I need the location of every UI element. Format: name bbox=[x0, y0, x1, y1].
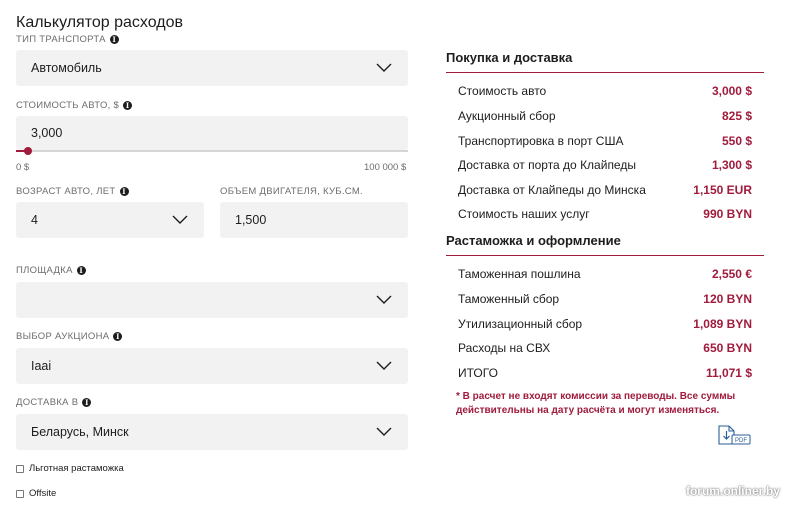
slider-min-label: 0 $ bbox=[16, 162, 30, 173]
car-cost-value: 3,000 bbox=[31, 126, 63, 140]
section-divider bbox=[446, 255, 764, 256]
row-value: 120 BYN bbox=[703, 292, 752, 306]
delivery-label-text: ДОСТАВКА В bbox=[16, 397, 79, 408]
car-age-select[interactable] bbox=[16, 202, 204, 238]
car-cost-label-text: СТОИМОСТЬ АВТО, $ bbox=[16, 100, 120, 111]
summary-row bbox=[458, 84, 752, 98]
page-title: Калькулятор расходов bbox=[16, 14, 184, 31]
info-icon[interactable]: I bbox=[110, 35, 119, 44]
platform-label bbox=[16, 265, 86, 276]
section-divider bbox=[446, 72, 764, 73]
summary-row bbox=[458, 317, 752, 331]
auction-label bbox=[16, 331, 122, 342]
slider-max-label: 100 000 $ bbox=[364, 162, 407, 173]
row-label: Таможенный сбор bbox=[458, 292, 560, 306]
disclaimer-note: * В расчет не входят комиссии за переводы. Все суммы действительны на дату расчёта и могут изменяться. bbox=[456, 391, 736, 416]
checkbox-box[interactable] bbox=[16, 490, 24, 498]
chevron-down-icon bbox=[376, 295, 392, 304]
watermark: forum.onliner.by bbox=[685, 484, 780, 498]
offsite-checkbox[interactable] bbox=[16, 488, 56, 499]
row-label: Расходы на СВХ bbox=[458, 341, 551, 355]
car-cost-label bbox=[16, 100, 132, 111]
auction-select[interactable] bbox=[16, 348, 408, 384]
purchase-section-title: Покупка и доставка bbox=[446, 50, 573, 65]
slider-handle[interactable] bbox=[24, 147, 32, 155]
total-row bbox=[458, 366, 752, 380]
engine-volume-label bbox=[220, 186, 363, 197]
preferential-customs-checkbox[interactable] bbox=[16, 463, 124, 474]
summary-row bbox=[458, 109, 752, 123]
summary-row bbox=[458, 292, 752, 306]
row-value: 1,089 BYN bbox=[693, 317, 752, 331]
row-label: Стоимость авто bbox=[458, 84, 547, 98]
transport-type-label-text: ТИП ТРАНСПОРТА bbox=[16, 34, 106, 45]
row-label: Транспортировка в порт США bbox=[458, 134, 624, 148]
auction-value: Iaai bbox=[31, 359, 52, 373]
row-label: Доставка от Клайпеды до Минска bbox=[458, 183, 646, 197]
row-label: ИТОГО bbox=[458, 366, 498, 380]
car-age-label bbox=[16, 186, 129, 197]
transport-type-select[interactable] bbox=[16, 50, 408, 86]
auction-label-text: ВЫБОР АУКЦИОНА bbox=[16, 331, 110, 342]
row-label: Доставка от порта до Клайпеды bbox=[458, 158, 636, 172]
delivery-value: Беларусь, Минск bbox=[31, 425, 129, 439]
row-value: 1,150 EUR bbox=[693, 183, 752, 197]
info-icon[interactable]: I bbox=[77, 266, 86, 275]
delivery-label bbox=[16, 397, 91, 408]
summary-row bbox=[458, 267, 752, 281]
transport-type-value: Автомобиль bbox=[31, 61, 102, 75]
transport-type-label bbox=[16, 34, 119, 45]
customs-section-title: Растаможка и оформление bbox=[446, 233, 621, 248]
row-value: 3,000 $ bbox=[711, 84, 752, 98]
chevron-down-icon bbox=[376, 427, 392, 436]
info-icon[interactable]: I bbox=[120, 187, 129, 196]
car-age-value: 4 bbox=[31, 213, 38, 227]
summary-row bbox=[458, 183, 752, 197]
summary-row bbox=[458, 341, 752, 355]
checkbox-label: Льготная растаможка bbox=[29, 463, 124, 474]
row-value: 550 $ bbox=[721, 134, 752, 148]
car-cost-slider[interactable] bbox=[16, 150, 408, 152]
engine-volume-value: 1,500 bbox=[235, 213, 267, 227]
summary-row bbox=[458, 207, 752, 221]
row-label: Аукционный сбор bbox=[458, 109, 556, 123]
checkbox-box[interactable] bbox=[16, 465, 24, 473]
pdf-download-icon[interactable] bbox=[715, 424, 751, 446]
platform-select[interactable] bbox=[16, 282, 408, 318]
row-label: Таможенная пошлина bbox=[458, 267, 581, 281]
summary-row bbox=[458, 134, 752, 148]
chevron-down-icon bbox=[376, 63, 392, 72]
row-value: 825 $ bbox=[721, 109, 752, 123]
info-icon[interactable]: I bbox=[113, 332, 122, 341]
info-icon[interactable]: I bbox=[123, 101, 132, 110]
row-value: 11,071 $ bbox=[705, 366, 752, 380]
checkbox-label: Offsite bbox=[29, 488, 57, 499]
row-label: Стоимость наших услуг bbox=[458, 207, 590, 221]
info-icon[interactable]: I bbox=[82, 398, 91, 407]
summary-row bbox=[458, 158, 752, 172]
chevron-down-icon bbox=[172, 215, 188, 224]
row-value: 650 BYN bbox=[703, 341, 752, 355]
delivery-select[interactable] bbox=[16, 414, 408, 450]
row-label: Утилизационный сбор bbox=[458, 317, 583, 331]
row-value: 2,550 € bbox=[711, 267, 752, 281]
row-value: 990 BYN bbox=[703, 207, 752, 221]
car-age-label-text: ВОЗРАСТ АВТО, ЛЕТ bbox=[16, 186, 116, 197]
pdf-label: PDF bbox=[735, 438, 747, 444]
chevron-down-icon bbox=[376, 361, 392, 370]
platform-label-text: ПЛОЩАДКА bbox=[16, 265, 73, 276]
row-value: 1,300 $ bbox=[711, 158, 752, 172]
car-cost-input[interactable] bbox=[16, 116, 408, 150]
engine-volume-label-text: ОБЪЕМ ДВИГАТЕЛЯ, КУБ.СМ. bbox=[220, 186, 363, 197]
engine-volume-input[interactable] bbox=[220, 202, 408, 238]
